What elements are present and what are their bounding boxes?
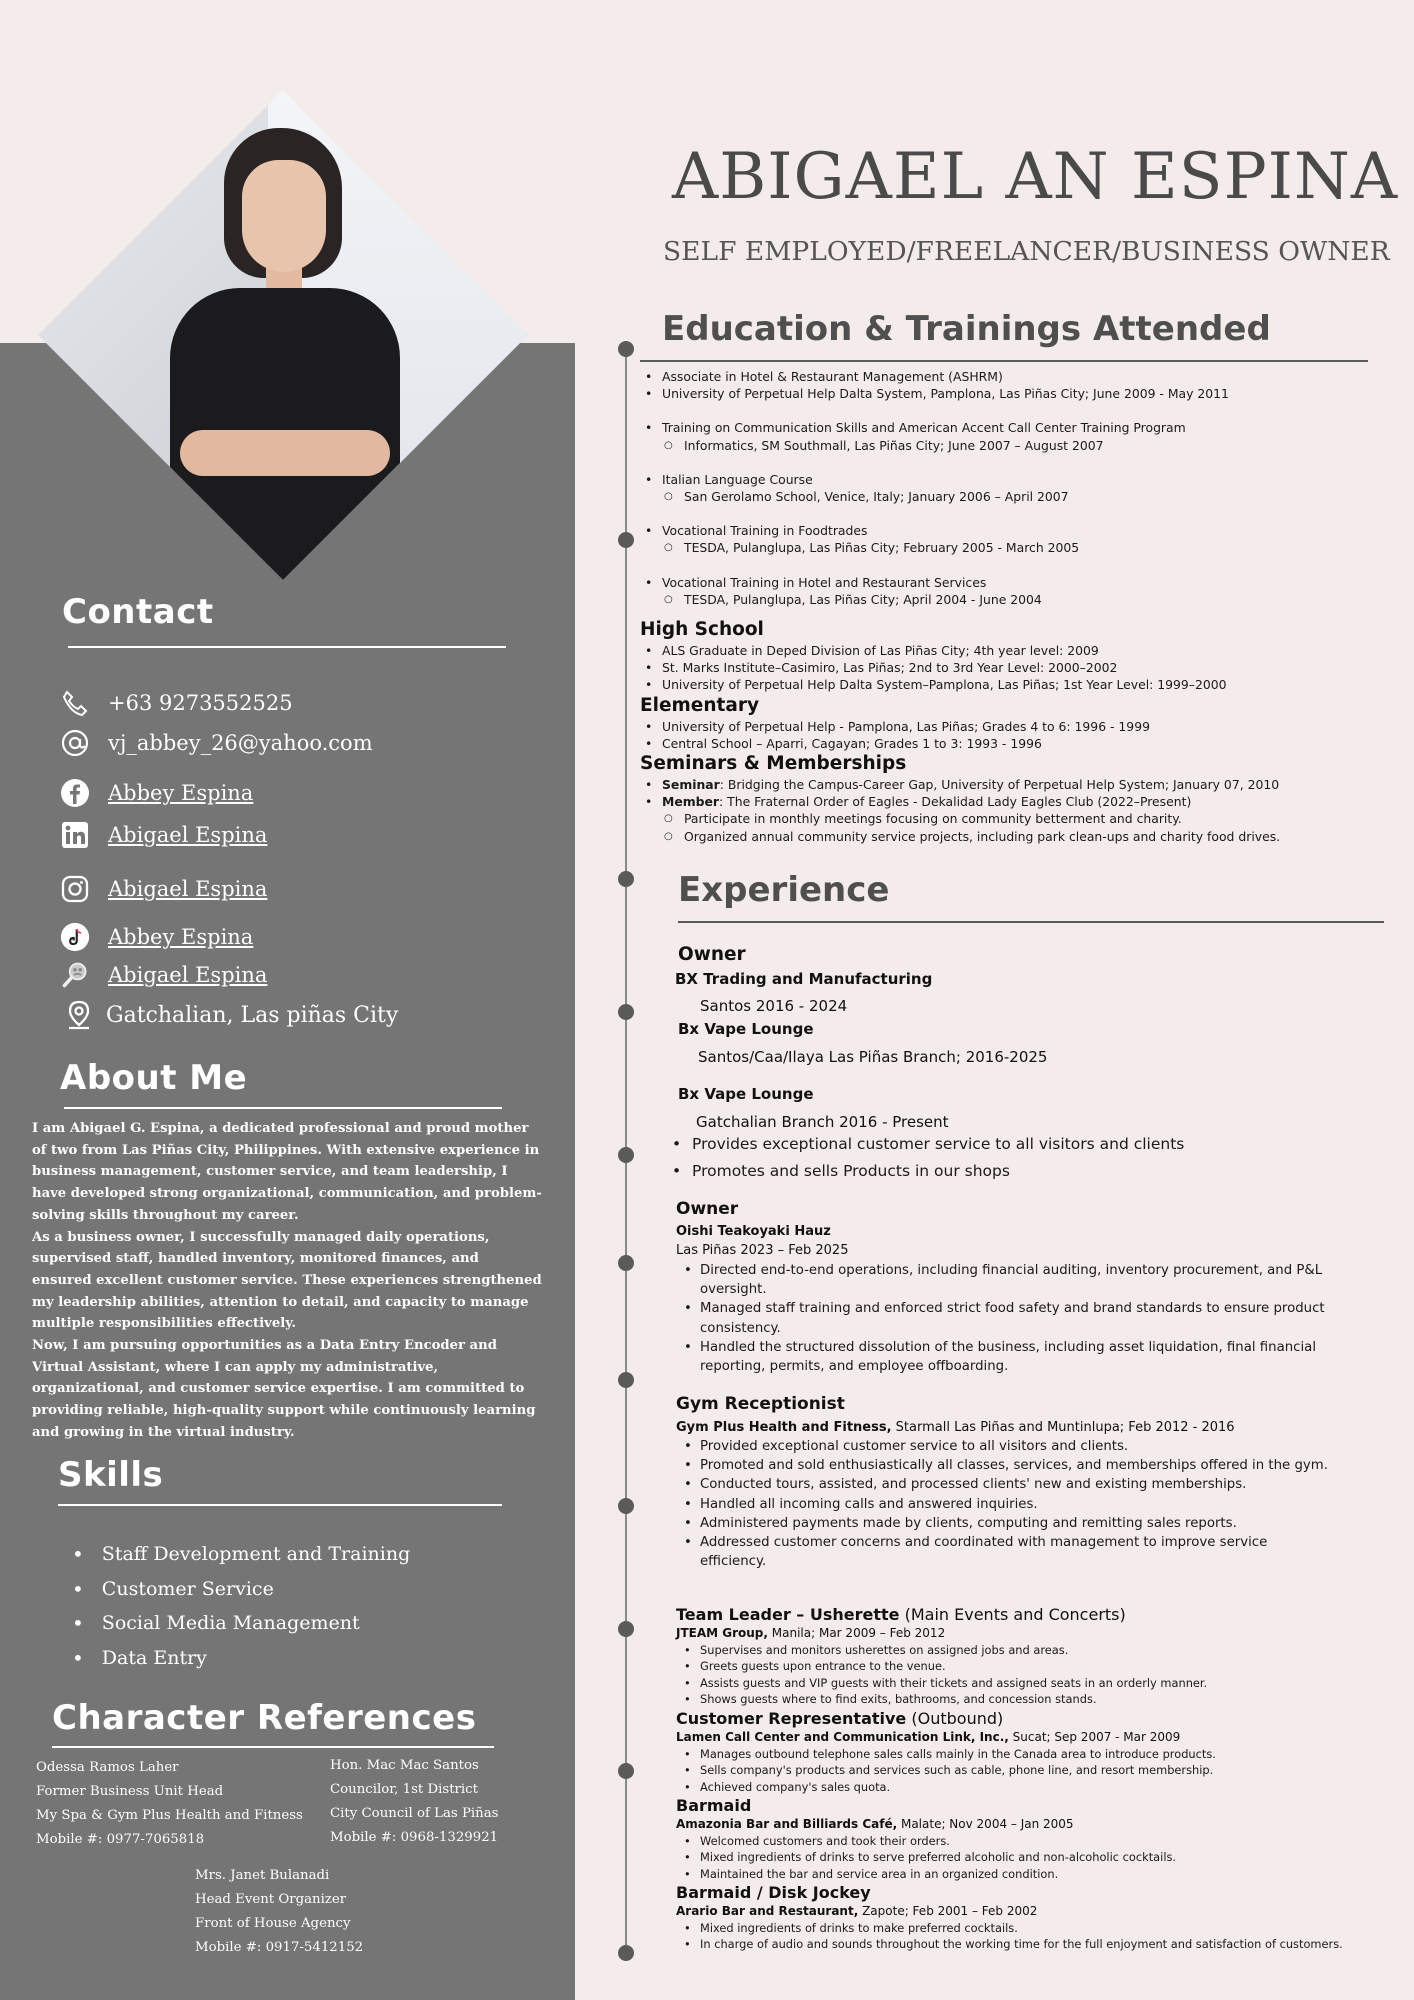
high-school-item: • University of Perpetual Help Dalta System–Pamplona, Las Piñas; 1st Year Level: 1999–2000 — [640, 676, 1400, 693]
reference-name: Mrs. Janet Bulanadi — [195, 1868, 330, 1883]
duty-item: • Sells company's products and services such as cable, phone line, and resort membership. — [680, 1762, 1216, 1778]
seminars-heading: Seminars & Memberships — [640, 753, 907, 775]
company-name: Bx Vape Lounge — [678, 1020, 814, 1038]
duties-list — [680, 1746, 1216, 1795]
education-item: • Italian Language Course — [640, 471, 1400, 488]
reference-1 — [36, 1756, 303, 1852]
contact-facebook[interactable] — [60, 778, 253, 808]
reference-company: Front of House Agency — [195, 1916, 351, 1931]
skill-item: • Customer Service — [72, 1572, 410, 1607]
company-details: JTEAM Group, Manila; Mar 2009 – Feb 2012 — [676, 1626, 946, 1640]
company-name: BX Trading and Manufacturing — [675, 970, 933, 988]
at-icon — [60, 728, 90, 758]
duty-item: • Addressed customer concerns and coordinated with management to improve service efficiency. — [680, 1533, 1380, 1571]
contact-divider — [68, 646, 506, 648]
job-title: Team Leader – Usherette (Main Events and Concerts) — [676, 1605, 1126, 1624]
job-title: Owner — [676, 1199, 739, 1219]
about-divider — [64, 1107, 502, 1109]
duty-item: • Handled the structured dissolution of the business, including asset liquidation, final financial reporting, permits, and employee offboarding. — [680, 1338, 1380, 1376]
contact-linkedin[interactable] — [60, 820, 267, 850]
education-subitem: ○ TESDA, Pulanglupa, Las Piñas City; April 2004 - June 2004 — [640, 591, 1400, 608]
high-school-heading: High School — [640, 619, 764, 641]
duty-item: • Greets guests upon entrance to the venue. — [680, 1658, 1207, 1674]
timeline-dot — [618, 1004, 634, 1020]
education-item: • Vocational Training in Foodtrades — [640, 522, 1400, 539]
skills-divider — [58, 1504, 502, 1506]
reference-company: My Spa & Gym Plus Health and Fitness — [36, 1808, 303, 1823]
timeline-dot — [618, 532, 634, 548]
education-subitem: ○ Informatics, SM Southmall, Las Piñas City; June 2007 – August 2007 — [640, 437, 1400, 454]
duty-item: • Directed end-to-end operations, including financial auditing, inventory procurement, and P&L oversight. — [680, 1261, 1380, 1299]
duties-list — [680, 1833, 1176, 1882]
skill-item: • Data Entry — [72, 1641, 410, 1676]
contact-email[interactable] — [60, 728, 373, 758]
high-school-item: • ALS Graduate in Deped Division of Las Piñas City; 4th year level: 2009 — [640, 642, 1400, 659]
duty-item: • Supervises and monitors usherettes on assigned jobs and areas. — [680, 1642, 1207, 1658]
duties-list — [680, 1437, 1380, 1571]
job-title: Customer Representative (Outbound) — [676, 1709, 1004, 1728]
reference-position: Councilor, 1st District — [330, 1782, 478, 1797]
education-heading: Education & Trainings Attended — [662, 309, 1271, 349]
reference-2 — [330, 1754, 498, 1850]
duty-item: • Promoted and sold enthusiastically all classes, services, and memberships offered in the gym. — [680, 1456, 1380, 1475]
education-subitem: ○ TESDA, Pulanglupa, Las Piñas City; February 2005 - March 2005 — [640, 539, 1400, 556]
skill-item: • Staff Development and Training — [72, 1537, 410, 1572]
duty-item: • Handled all incoming calls and answered inquiries. — [680, 1495, 1380, 1514]
about-paragraph-1: I am Abigael G. Espina, a dedicated professional and proud mother of two from Las Piñas City, Philippines. With extensive experience in business management, customer service, and team leadership, I have developed strong organizational, communication, and problem-solving skills throughout my career. — [32, 1121, 542, 1223]
reference-mobile: Mobile #: 0977-7065818 — [36, 1832, 205, 1847]
reference-name: Odessa Ramos Laher — [36, 1760, 179, 1775]
job-title: Barmaid — [676, 1796, 752, 1815]
references-divider — [52, 1746, 494, 1748]
tiktok-icon — [60, 922, 90, 952]
duty-item: • In charge of audio and sounds throughout the working time for the full enjoyment and satisfaction of customers. — [680, 1936, 1343, 1952]
duty-item: • Achieved company's sales quota. — [680, 1779, 1216, 1795]
duty-item: • Conducted tours, assisted, and processed clients' new and existing memberships. — [680, 1475, 1380, 1494]
timeline-dot — [618, 871, 634, 887]
duty-item: • Promotes and sells Products in our shops — [668, 1158, 1184, 1185]
contact-tiktok[interactable] — [60, 922, 253, 952]
jobsite-link[interactable]: Abigael Espina — [108, 963, 268, 987]
company-details: Gym Plus Health and Fitness, Starmall Las Piñas and Muntinlupa; Feb 2012 - 2016 — [676, 1420, 1235, 1435]
job-title: Owner — [678, 944, 746, 965]
timeline-dot — [618, 1255, 634, 1271]
about-paragraph-2: As a business owner, I successfully managed daily operations, supervised staff, handled inventory, monitored finances, and ensured excellent customer service. These experiences strengthened my leadership abilities, attention to detail, and capacity to manage multiple responsibilities effectively. — [32, 1229, 542, 1332]
company-details: Las Piñas 2023 – Feb 2025 — [676, 1243, 849, 1258]
duty-item: • Manages outbound telephone sales calls mainly in the Canada area to introduce products. — [680, 1746, 1216, 1762]
elementary-item: • Central School – Aparri, Cagayan; Grades 1 to 3: 1993 - 1996 — [640, 735, 1400, 752]
duty-item: • Administered payments made by clients, computing and remitting sales reports. — [680, 1514, 1380, 1533]
seminar-item: • Seminar: Bridging the Campus-Career Gap, University of Perpetual Help System; January 07, 2010 — [640, 776, 1400, 793]
education-item: • Vocational Training in Hotel and Restaurant Services — [640, 574, 1400, 591]
duty-item: • Assists guests and VIP guests with their tickets and assigned seats in an orderly manner. — [680, 1675, 1207, 1691]
timeline-dot — [618, 341, 634, 357]
company-name: Oishi Teakoyaki Hauz — [676, 1224, 831, 1239]
company-details: Amazonia Bar and Billiards Café, Malate; Nov 2004 – Jan 2005 — [676, 1817, 1074, 1831]
skills-list — [72, 1537, 410, 1675]
email-address: vj_abbey_26@yahoo.com — [108, 731, 373, 755]
candidate-role: SELF EMPLOYED/FREELANCER/BUSINESS OWNER — [663, 236, 1390, 267]
contact-phone[interactable] — [60, 688, 293, 718]
education-subitem: ○ San Gerolamo School, Venice, Italy; January 2006 – April 2007 — [640, 488, 1400, 505]
timeline-dot — [618, 1147, 634, 1163]
duty-item: • Managed staff training and enforced strict food safety and brand standards to ensure product consistency. — [680, 1299, 1380, 1337]
instagram-icon — [60, 874, 90, 904]
company-details: Arario Bar and Restaurant, Zapote; Feb 2001 – Feb 2002 — [676, 1904, 1038, 1918]
linkedin-icon — [60, 820, 90, 850]
timeline-dot — [618, 1498, 634, 1514]
candidate-name: ABIGAEL AN ESPINA — [672, 140, 1399, 214]
education-list — [640, 368, 1400, 845]
contact-location — [64, 1000, 398, 1030]
reference-name: Hon. Mac Mac Santos — [330, 1758, 479, 1773]
contact-instagram[interactable] — [60, 874, 267, 904]
company-name: Bx Vape Lounge — [678, 1085, 814, 1103]
reference-company: City Council of Las Piñas — [330, 1806, 499, 1821]
duties-list — [680, 1920, 1343, 1953]
reference-position: Former Business Unit Head — [36, 1784, 224, 1799]
phone-number: +63 9273552525 — [108, 691, 293, 715]
linkedin-link[interactable]: Abigael Espina — [108, 823, 268, 847]
reference-position: Head Event Organizer — [195, 1892, 347, 1907]
phone-icon — [60, 688, 90, 718]
experience-heading: Experience — [678, 870, 890, 910]
duties-list — [680, 1261, 1380, 1376]
company-details: Lamen Call Center and Communication Link, Inc., Sucat; Sep 2007 - Mar 2009 — [676, 1730, 1181, 1744]
facebook-icon — [60, 778, 90, 808]
duties-list — [680, 1642, 1207, 1707]
facebook-link[interactable]: Abbey Espina — [108, 781, 254, 805]
tiktok-link[interactable]: Abbey Espina — [108, 925, 254, 949]
duty-item: • Mixed ingredients of drinks to make preferred cocktails. — [680, 1920, 1343, 1936]
duty-item: • Provides exceptional customer service to all visitors and clients — [668, 1131, 1184, 1158]
timeline-dot — [618, 1372, 634, 1388]
job-search-icon — [60, 960, 90, 990]
experience-divider — [678, 921, 1384, 923]
location-pin-icon — [64, 1000, 94, 1030]
job-title: Gym Receptionist — [676, 1394, 845, 1414]
company-details: Santos/Caa/Ilaya Las Piñas Branch; 2016-2025 — [698, 1048, 1048, 1066]
elementary-item: • University of Perpetual Help - Pamplona, Las Piñas; Grades 4 to 6: 1996 - 1999 — [640, 718, 1400, 735]
high-school-item: • St. Marks Institute–Casimiro, Las Piñas; 2nd to 3rd Year Level: 2000–2002 — [640, 659, 1400, 676]
duty-item: • Maintained the bar and service area in an organized condition. — [680, 1866, 1176, 1882]
skills-heading: Skills — [58, 1455, 164, 1495]
duty-item: • Welcomed customers and took their orders. — [680, 1833, 1176, 1849]
duty-item: • Shows guests where to find exits, bathrooms, and concession stands. — [680, 1691, 1207, 1707]
membership-item: • Member: The Fraternal Order of Eagles - Dekalidad Lady Eagles Club (2022–Present) — [640, 793, 1400, 810]
membership-subitem: ○ Participate in monthly meetings focusing on community betterment and charity. — [640, 810, 1400, 827]
education-item: • Training on Communication Skills and American Accent Call Center Training Program — [640, 419, 1400, 436]
contact-jobsite[interactable] — [60, 960, 267, 990]
elementary-heading: Elementary — [640, 694, 760, 716]
about-paragraph-3: Now, I am pursuing opportunities as a Data Entry Encoder and Virtual Assistant, where I can apply my administrative, organizational, and customer service expertise. I am committed to providing reliable, high-quality support while continuously learning and growing in the virtual industry. — [32, 1338, 536, 1440]
membership-subitem: ○ Organized annual community service projects, including park clean-ups and charity food drives. — [640, 828, 1400, 845]
duty-item: • Provided exceptional customer service to all visitors and clients. — [680, 1437, 1380, 1456]
education-divider — [640, 360, 1368, 362]
reference-mobile: Mobile #: 0968-1329921 — [330, 1830, 499, 1845]
timeline-dot — [618, 1621, 634, 1637]
references-heading: Character References — [52, 1698, 477, 1738]
skill-item: • Social Media Management — [72, 1606, 410, 1641]
reference-3 — [195, 1864, 363, 1960]
about-heading: About Me — [60, 1058, 248, 1098]
location-text: Gatchalian, Las piñas City — [106, 1002, 399, 1028]
job-title: Barmaid / Disk Jockey — [676, 1883, 871, 1902]
company-details: Gatchalian Branch 2016 - Present — [696, 1113, 949, 1131]
about-text — [32, 1118, 542, 1444]
company-details: Santos 2016 - 2024 — [700, 997, 848, 1015]
timeline-dot — [618, 1945, 634, 1961]
timeline-dot — [618, 1763, 634, 1779]
reference-mobile: Mobile #: 0917-5412152 — [195, 1940, 364, 1955]
education-item: • University of Perpetual Help Dalta System, Pamplona, Las Piñas City; June 2009 - May 2011 — [640, 385, 1400, 402]
contact-heading: Contact — [62, 592, 214, 632]
education-item: • Associate in Hotel & Restaurant Management (ASHRM) — [640, 368, 1400, 385]
duties-list — [668, 1131, 1184, 1185]
duty-item: • Mixed ingredients of drinks to serve preferred alcoholic and non-alcoholic cocktails. — [680, 1849, 1176, 1865]
instagram-link[interactable]: Abigael Espina — [108, 877, 268, 901]
